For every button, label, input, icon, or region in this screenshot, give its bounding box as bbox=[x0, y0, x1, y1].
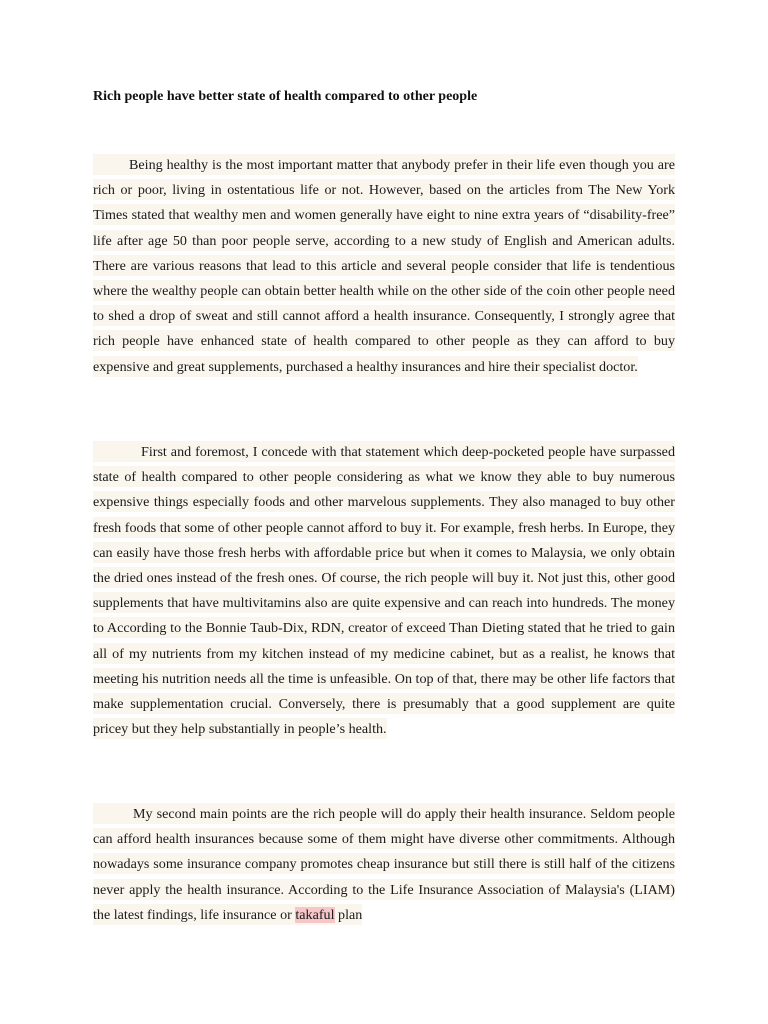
paragraph-intro-text: Being healthy is the most important matter that anybody prefer in their life even though you are rich or poor, living in ostentatious life or not. However, based on the articles from The New York Times stated that wealthy men and women generally have eight to nine extra years of “disability-free” life after age 50 than poor people serve, according to a new study of English and American adults. There are various reasons that lead to this article and several people consider that life is tendentious where the wealthy people can obtain better health while on the other side of the coin other people need to shed a drop of sweat and still cannot afford a health insurance. Consequently, I strongly agree that rich people have enhanced state of health compared to other people as they can afford to buy expensive and great supplements, purchased a healthy insurances and hire their specialist doctor. bbox=[93, 157, 675, 375]
paragraph-second-point bbox=[93, 802, 675, 928]
paragraph-intro bbox=[93, 153, 675, 380]
paragraph-first-point bbox=[93, 440, 675, 742]
paragraph-second-point-text: My second main points are the rich people will do apply their health insurance. Seldom people can afford health insurances because some of them might have diverse other commitments. Although nowadays some insurance company promotes cheap insurance but still there is still half of the citizens never apply the health insurance. According to the Life Insurance Association of Malaysia's (LIAM) the latest findings, life insurance or bbox=[93, 806, 675, 923]
spellcheck-flagged-word[interactable]: takaful bbox=[295, 906, 335, 923]
paragraph-first-point-text: First and foremost, I concede with that statement which deep-pocketed people have surpassed state of health compared to other people considering as what we know they able to buy numerous expensive things especially foods and other marvelous supplements. They also managed to buy other fresh foods that some of other people cannot afford to buy it. For example, fresh herbs. In Europe, they can easily have those fresh herbs with affordable price but when it comes to Malaysia, we only obtain the dried ones instead of the fresh ones. Of course, the rich people will buy it. Not just this, other good supplements that have multivitamins also are quite expensive and can reach into hundreds. The money to According to the Bonnie Taub-Dix, RDN, creator of exceed Than Dieting stated that he tried to gain all of my nutrients from my kitchen instead of my medicine cabinet, but as a realist, he knows that meeting his nutrition needs all the time is unfeasible. On top of that, there may be other life factors that make supplementation crucial. Conversely, there is presumably that a good supplement are quite pricey but they help substantially in people’s health. bbox=[93, 444, 675, 738]
essay-title: Rich people have better state of health compared to other people bbox=[93, 89, 478, 104]
trailing-word: plan bbox=[338, 906, 363, 923]
